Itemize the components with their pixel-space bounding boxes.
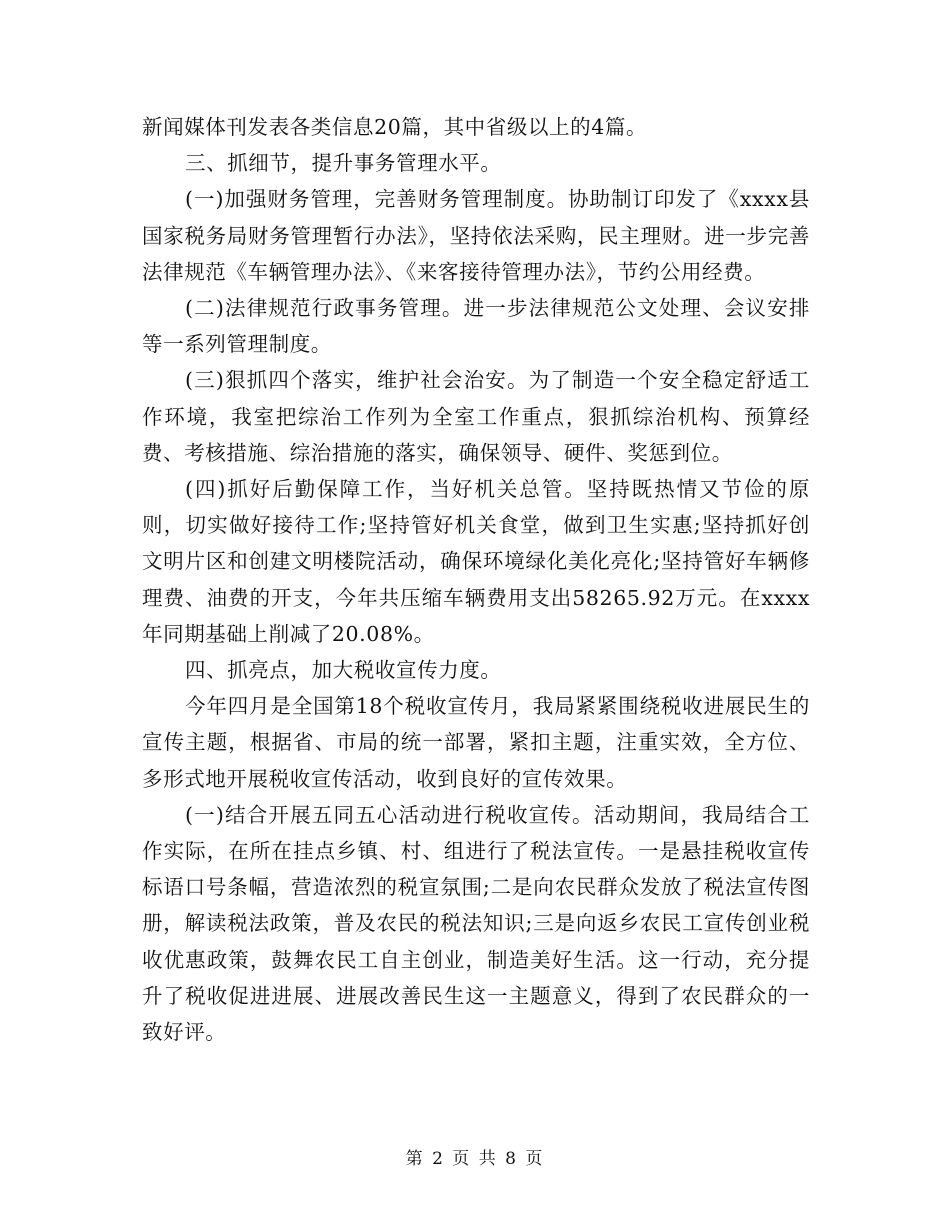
page-number-footer: 第 2 页 共 8 页 <box>405 1149 545 1169</box>
paragraph-admin-affairs: (二)法律规范行政事务管理。进一步法律规范公文处理、会议安排等一系列管理制度。 <box>142 296 810 357</box>
section-heading-4: 四、抓亮点，加大税收宣传力度。 <box>185 658 502 683</box>
document-body <box>142 109 810 1050</box>
paragraph-finance-management: (一)加强财务管理，完善财务管理制度。协助制订印发了《xxxx县国家税务局财务管理暂行办法》，坚持依法采购，民主理财。进一步完善法律规范《车辆管理办法》、《来客接待管理办法》，节约公用经费。 <box>142 187 810 284</box>
paragraph-public-security: (三)狠抓四个落实，维护社会治安。为了制造一个安全稳定舒适工作环境，我室把综治工作列为全室工作重点，狠抓综治机构、预算经费、考核措施、综治措施的落实，确保领导、硬件、奖惩到位。 <box>142 368 810 465</box>
section-heading-3: 三、抓细节，提升事务管理水平。 <box>185 151 502 176</box>
paragraph-logistics: (四)抓好后勤保障工作，当好机关总管。坚持既热情又节俭的原则，切实做好接待工作;坚持管好机关食堂，做到卫生实惠;坚持抓好创文明片区和创建文明楼院活动，确保环境绿化美化亮化;坚持管好车辆修理费、油费的开支，今年共压缩车辆费用支出58265.92万元。在xxxx年同期基础上削减了20.08%。 <box>142 477 810 646</box>
paragraph-tax-promotion-month: 今年四月是全国第18个税收宣传月，我局紧紧围绕税收进展民生的宣传主题，根据省、市局的统一部署，紧扣主题，注重实效，全方位、多形式地开展税收宣传活动，收到良好的宣传效果。 <box>142 694 810 791</box>
paragraph-continued: 新闻媒体刊发表各类信息20篇，其中省级以上的4篇。 <box>142 115 648 139</box>
paragraph-five-activities: (一)结合开展五同五心活动进行税收宣传。活动期间，我局结合工作实际，在所在挂点乡镇、村、组进行了税法宣传。一是悬挂税收宣传标语口号条幅，营造浓烈的税宣氛围;二是向农民群众发放了税法宣传图册，解读税法政策，普及农民的税法知识;三是向返乡农民工宣传创业税收优惠政策，鼓舞农民工自主创业，制造美好生活。这一行动，充分提升了税收促进进展、进展改善民生这一主题意义，得到了农民群众的一致好评。 <box>142 802 810 1045</box>
